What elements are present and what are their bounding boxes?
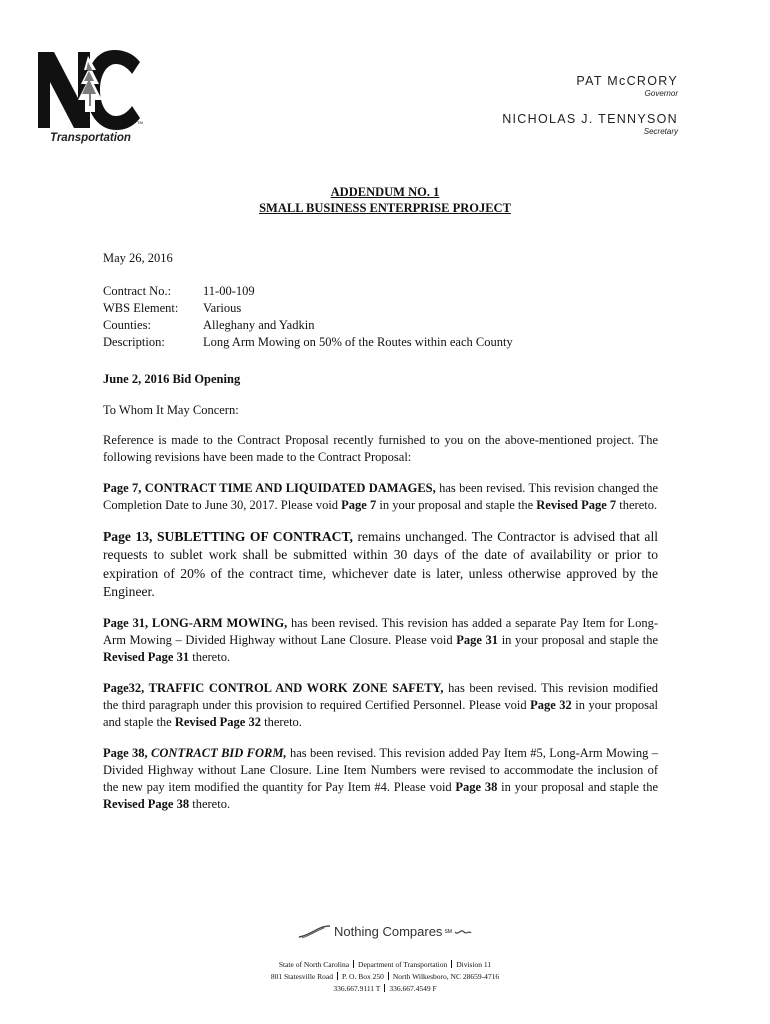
revision-heading: Page 7, CONTRACT TIME AND LIQUIDATED DAMAGES,: [103, 481, 436, 495]
revision-text: in your proposal and staple the: [376, 498, 537, 512]
document-heading: [0, 184, 770, 216]
revision-text: has been revised. This revision modified the third paragraph under this provision to required Certified Personnel. Please void: [103, 681, 658, 713]
revision-page-31: [103, 615, 658, 666]
revision-text: has been revised. This revision changed the Completion Date to June 30, 2017. Please void: [103, 481, 658, 512]
revision-text: has been revised. This revision has added a separate Pay Item for Long-Arm Mowing – Divided Highway without Lane Closure. Please void: [103, 616, 658, 648]
official-title: Secretary: [643, 127, 678, 136]
meta-row-counties: [103, 317, 658, 334]
revision-page-32: [103, 680, 658, 731]
revision-bold: Revised Page 32: [174, 715, 261, 730]
footer-item: State of North Carolina: [278, 959, 350, 969]
revision-bold: Page 31: [456, 633, 499, 648]
letter-body: [103, 250, 658, 827]
swoosh-tail-icon: [454, 927, 472, 937]
revision-page-7: [103, 480, 658, 514]
revision-text: remains unchanged. The Contractor is advised that all requests to sublet work shall be submitted within 30 days of the date of availability or prior to expiration of 20% of the contract time, whichever date is later, unless otherwise approved by the Engineer.: [103, 529, 658, 599]
meta-value: Various: [203, 301, 242, 315]
official-title: Governor: [644, 89, 678, 98]
revision-bold: Page 32: [530, 698, 572, 713]
nc-logo-mark: [36, 46, 146, 138]
heading-line-1: ADDENDUM NO. 1: [330, 185, 440, 199]
letter-footer: [0, 924, 770, 995]
revision-bold: Page 7: [341, 498, 377, 512]
revision-text: thereto.: [189, 797, 231, 812]
revision-text: thereto.: [616, 498, 658, 512]
slogan: [298, 924, 472, 939]
official-name: PAT McCRORY: [576, 74, 678, 88]
slogan-tm: SM: [444, 928, 452, 935]
revision-text: in your proposal and staple the: [103, 698, 659, 730]
revision-heading: Page 13, SUBLETTING OF CONTRACT,: [103, 529, 353, 544]
revision-bold: Revised Page 38: [103, 797, 190, 812]
revision-bold: Page 38: [455, 780, 498, 795]
revision-text: in your proposal and staple the: [498, 633, 658, 648]
revision-text: thereto.: [189, 650, 231, 665]
footer-item: 336.667.4549 F: [389, 983, 437, 993]
meta-value: Alleghany and Yadkin: [203, 318, 315, 332]
heading-line-2: SMALL BUSINESS ENTERPRISE PROJECT: [259, 201, 511, 215]
official-name: NICHOLAS J. TENNYSON: [502, 112, 678, 126]
revision-text: thereto.: [260, 715, 302, 730]
footer-item: 336.667.9111 T: [333, 983, 381, 993]
footer-item: P. O. Box 250: [341, 971, 384, 981]
meta-label: Description:: [103, 335, 165, 349]
revision-heading-italic: CONTRACT BID FORM,: [151, 746, 287, 761]
meta-row-wbs: [103, 300, 658, 317]
officials: [502, 74, 678, 136]
footer-item: 801 Statesville Road: [270, 971, 333, 981]
swoosh-icon: [298, 925, 332, 939]
official-governor: [502, 74, 678, 98]
meta-value: Long Arm Mowing on 50% of the Routes within each County: [203, 335, 513, 349]
footer-item: Division 11: [456, 959, 492, 969]
footer-line-3: [0, 983, 770, 995]
revision-page-38: [103, 745, 658, 813]
footer-line-2: [0, 971, 770, 983]
bid-opening: June 2, 2016 Bid Opening: [103, 372, 241, 386]
footer-address: [0, 959, 770, 995]
salutation: To Whom It May Concern:: [103, 403, 239, 417]
intro-paragraph: Reference is made to the Contract Proposal recently furnished to you on the above-mentioned project. The following revisions have been made to the Contract Proposal:: [103, 433, 658, 464]
revision-text: has been revised. This revision added Pay Item #5, Long-Arm Mowing – Divided Highway without Lane Closure. Line Item Numbers were revised to accommodate the inclusion of the new pay item modified the quantity for Pay Item #4. Please void: [103, 746, 658, 795]
meta-label: Contract No.:: [103, 284, 172, 298]
revision-heading: Page 38,: [103, 746, 152, 761]
footer-item: North Wilkesboro, NC 28659-4716: [392, 971, 500, 981]
revision-text: in your proposal and staple the: [497, 780, 658, 795]
meta-row-description: [103, 334, 658, 351]
letter-date: May 26, 2016: [103, 251, 173, 265]
meta-value: 11-00-109: [203, 284, 255, 298]
revision-page-13: [103, 528, 658, 601]
svg-text:TM: TM: [137, 120, 143, 125]
meta-label: Counties:: [103, 318, 151, 332]
slogan-text: Nothing Compares: [334, 924, 443, 939]
revision-bold: Revised Page 7: [536, 498, 617, 512]
revision-heading: Page 31, LONG-ARM MOWING,: [103, 616, 288, 631]
meta-row-contract: [103, 283, 658, 300]
revision-bold: Revised Page 31: [103, 650, 190, 665]
official-secretary: [502, 112, 678, 136]
revision-heading: Page32, TRAFFIC CONTROL AND WORK ZONE SAFETY,: [103, 681, 444, 696]
footer-item: Department of Transportation: [358, 959, 448, 969]
meta-label: WBS Element:: [103, 301, 179, 315]
footer-line-1: [0, 959, 770, 971]
contract-meta: [103, 283, 658, 351]
logo-caption: Transportation: [50, 132, 131, 144]
